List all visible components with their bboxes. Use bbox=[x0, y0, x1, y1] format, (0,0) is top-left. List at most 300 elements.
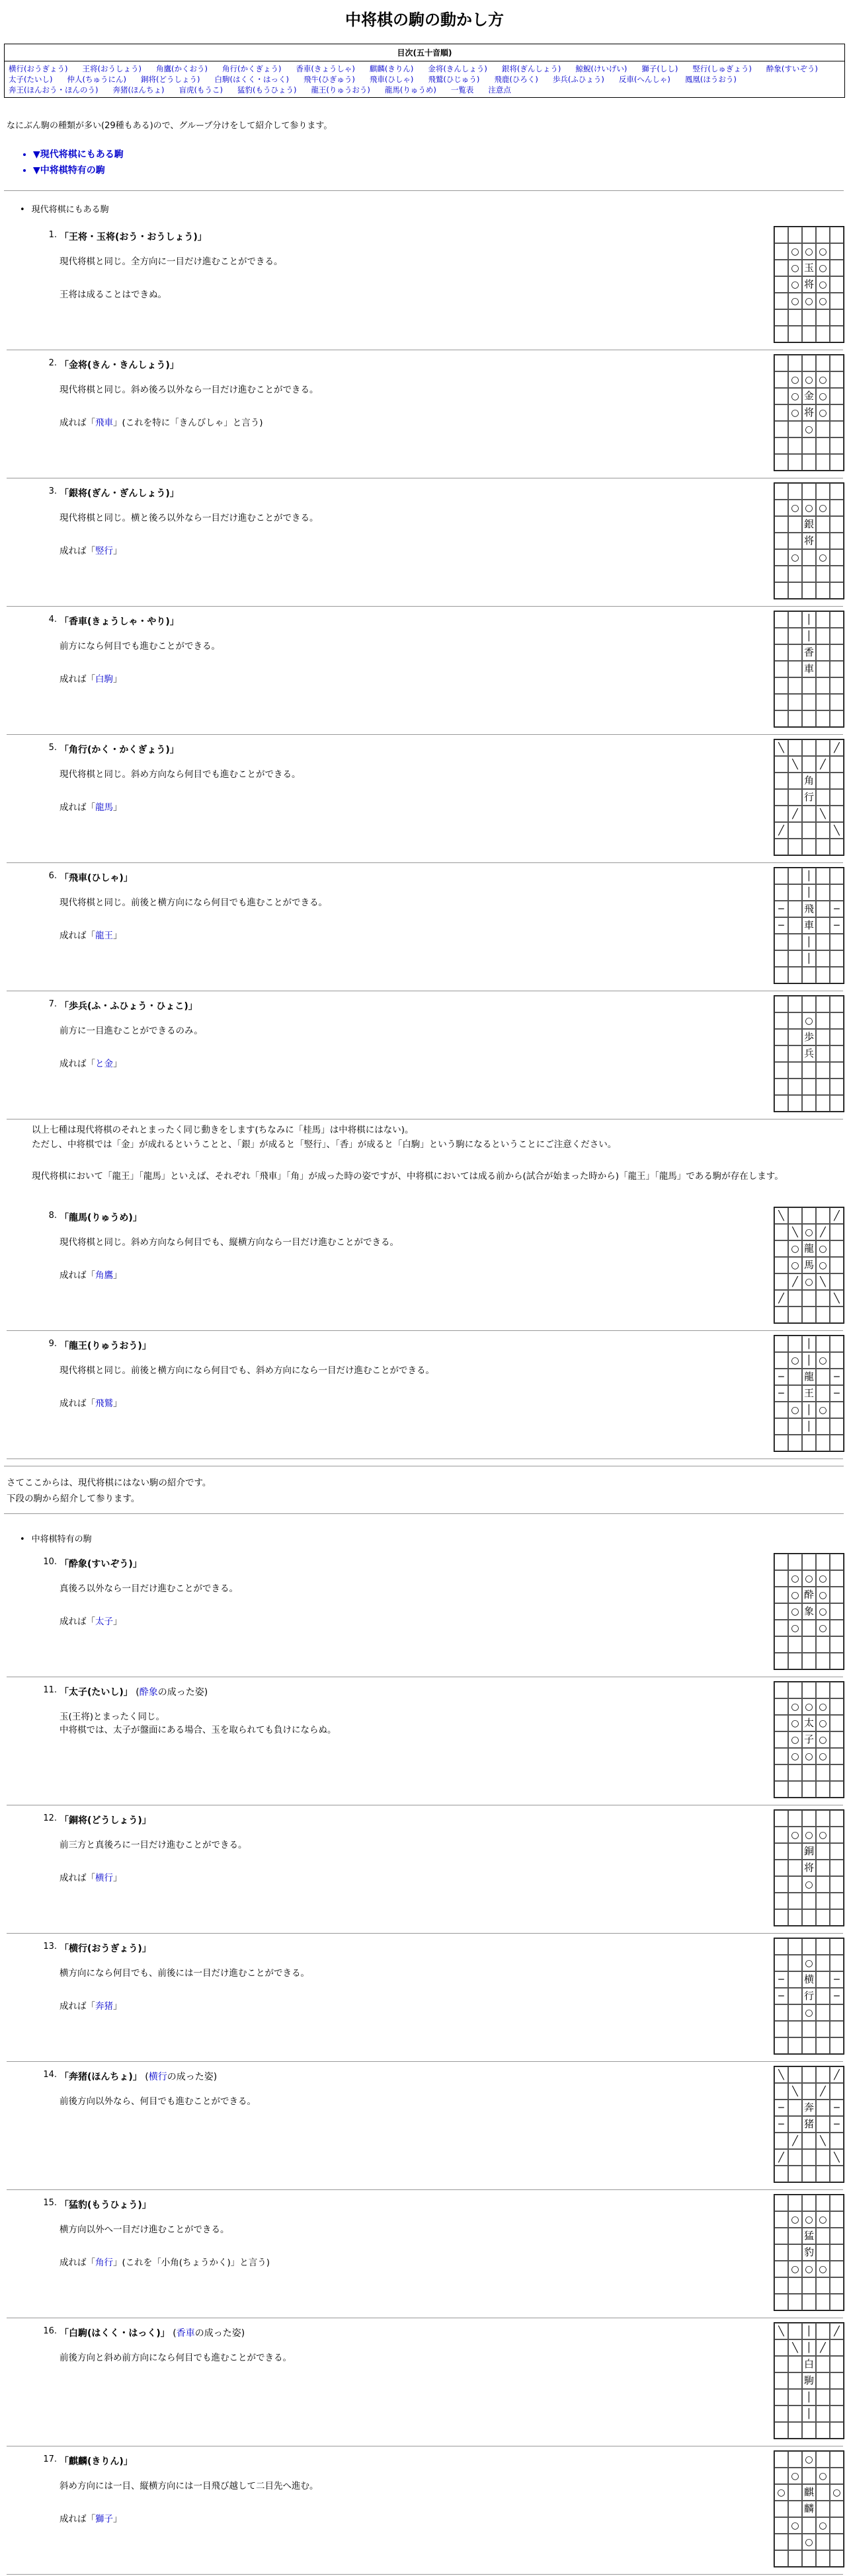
board-cell bbox=[816, 2422, 830, 2439]
board-cell bbox=[788, 309, 802, 326]
toc-link[interactable]: 奔猪(ほんちょ) bbox=[112, 85, 165, 95]
board-cell bbox=[816, 1909, 830, 1926]
board-cell bbox=[830, 388, 844, 404]
board-cell bbox=[788, 2021, 802, 2037]
board-cell bbox=[816, 1554, 830, 1570]
board-cell bbox=[774, 2406, 788, 2422]
board-cell: │ bbox=[802, 868, 816, 884]
board-cell bbox=[774, 371, 788, 388]
board-cell bbox=[830, 404, 844, 421]
board-cell bbox=[816, 2294, 830, 2310]
description-line: 前後方向と斜め前方向になら何目でも進むことができる。 bbox=[60, 2353, 292, 2363]
piece-name-text: 「龍王(りゅうおう)」 bbox=[60, 1341, 151, 1351]
board-cell bbox=[788, 967, 802, 983]
toc-link[interactable]: 鳳凰(ほうおう) bbox=[684, 75, 737, 84]
board-cell: │ bbox=[802, 950, 816, 967]
board-cell bbox=[830, 644, 844, 661]
board-cell bbox=[830, 1938, 844, 1955]
board-cell: 行 bbox=[802, 789, 816, 806]
origin-suffix: の成った姿 bbox=[167, 2072, 214, 2082]
board-cell bbox=[802, 806, 816, 822]
move-diagram bbox=[774, 1681, 844, 1798]
board-cell bbox=[830, 2468, 844, 2484]
promoted-piece-link[interactable]: 角行 bbox=[95, 2257, 113, 2268]
board-cell: ─ bbox=[774, 901, 788, 917]
board-cell bbox=[830, 2166, 844, 2182]
board-cell bbox=[816, 2372, 830, 2389]
toc-link[interactable]: 反車(へんしゃ) bbox=[618, 75, 670, 84]
move-diagram bbox=[774, 2194, 844, 2311]
piece-number: 12. bbox=[43, 1813, 57, 1823]
board-cell bbox=[774, 309, 788, 326]
board-cell bbox=[816, 1095, 830, 1112]
board-cell bbox=[802, 2037, 816, 2054]
board-cell bbox=[774, 967, 788, 983]
toc-link[interactable]: 角鷹(かくおう) bbox=[155, 64, 208, 73]
board-cell bbox=[774, 1955, 788, 1971]
board-cell bbox=[816, 1971, 830, 1988]
promoted-piece-link[interactable]: 飛鷲 bbox=[95, 1398, 113, 1409]
toc-link[interactable]: 酔象(すいぞう) bbox=[766, 64, 818, 73]
piece-name-text: 「銀将(ぎん・ぎんしょう)」 bbox=[60, 488, 179, 499]
piece-description bbox=[60, 1236, 787, 1249]
board-cell bbox=[830, 710, 844, 727]
promoted-piece-link[interactable]: 獅子 bbox=[95, 2514, 113, 2524]
board-cell bbox=[774, 2211, 788, 2228]
board-cell bbox=[788, 533, 802, 549]
board-cell: ○ bbox=[788, 388, 802, 404]
toc-link[interactable]: 仲人(ちゅうにん) bbox=[67, 75, 126, 84]
board-cell: ○ bbox=[788, 243, 802, 260]
board-cell: ○ bbox=[788, 500, 802, 516]
board-cell bbox=[774, 2277, 788, 2294]
board-cell: ○ bbox=[816, 1352, 830, 1369]
board-cell bbox=[774, 1240, 788, 1257]
piece-number: 17. bbox=[43, 2454, 57, 2464]
piece-entry bbox=[40, 739, 846, 864]
piece-entry bbox=[40, 1207, 846, 1332]
board-cell bbox=[802, 1307, 816, 1323]
promotion-text bbox=[60, 2511, 122, 2524]
piece-description bbox=[60, 2223, 787, 2236]
board-cell bbox=[816, 1988, 830, 2004]
divider bbox=[7, 606, 843, 607]
promotion-text bbox=[60, 1396, 122, 1409]
board-cell: ○ bbox=[788, 2211, 802, 2228]
board-cell bbox=[802, 2149, 816, 2166]
piece-entry bbox=[40, 1681, 846, 1807]
toc-link[interactable]: 飛牛(ひぎゅう) bbox=[303, 75, 355, 84]
board-cell bbox=[830, 355, 844, 371]
board-cell bbox=[788, 454, 802, 471]
description-line: 現代将棋と同じ。斜め後ろ以外なら一目だけ進むことができる。 bbox=[60, 385, 319, 395]
promotion-text bbox=[60, 1870, 122, 1883]
board-cell bbox=[774, 1435, 788, 1451]
board-cell: ○ bbox=[788, 1827, 802, 1843]
board-cell: ╱ bbox=[816, 1224, 830, 1240]
toc-link[interactable]: 金将(きんしょう) bbox=[428, 64, 487, 73]
board-cell bbox=[816, 1682, 830, 1698]
piece-description bbox=[60, 2351, 787, 2365]
piece-name-text: 「王将・玉将(おう・おうしょう)」 bbox=[60, 232, 207, 243]
board-cell: │ bbox=[802, 628, 816, 644]
board-cell: ○ bbox=[816, 388, 830, 404]
board-cell bbox=[774, 582, 788, 599]
piece-entry bbox=[40, 867, 846, 993]
board-cell bbox=[816, 1764, 830, 1781]
toc-link[interactable]: 鯨鯢(けいげい) bbox=[575, 64, 627, 73]
divider bbox=[7, 1933, 843, 1934]
board-cell: 馬 bbox=[802, 1257, 816, 1273]
board-cell bbox=[830, 1748, 844, 1764]
description-line: 現代将棋と同じ。全方向に一目だけ進むことができる。 bbox=[60, 256, 283, 267]
board-cell bbox=[788, 1207, 802, 1224]
board-cell: ○ bbox=[788, 1603, 802, 1620]
promotion-suffix: 」 bbox=[113, 930, 122, 941]
promotion-prefix: 成れば「 bbox=[60, 1616, 95, 1627]
board-cell: 猪 bbox=[802, 2116, 816, 2133]
board-cell bbox=[802, 1290, 816, 1307]
board-cell: ╱ bbox=[816, 2339, 830, 2356]
piece-name bbox=[60, 230, 207, 243]
board-cell bbox=[788, 483, 802, 500]
board-cell bbox=[802, 1554, 816, 1570]
promotion-text bbox=[60, 543, 122, 556]
toc-link[interactable]: 王将(おうしょう) bbox=[82, 64, 142, 73]
promoted-piece-link[interactable]: と金 bbox=[95, 1059, 113, 1069]
board-cell bbox=[816, 661, 830, 677]
board-cell bbox=[830, 454, 844, 471]
board-cell bbox=[774, 1876, 788, 1893]
promotion-text bbox=[60, 1056, 122, 1069]
board-cell: 将 bbox=[802, 404, 816, 421]
board-cell: ○ bbox=[816, 260, 830, 276]
toc-link[interactable]: 龍王(りゅうおう) bbox=[311, 85, 370, 95]
board-cell bbox=[774, 549, 788, 566]
move-diagram bbox=[774, 2066, 844, 2183]
toc-link[interactable]: 銀将(ぎんしょう) bbox=[501, 64, 561, 73]
piece-description bbox=[60, 1838, 787, 1852]
board-cell bbox=[774, 1418, 788, 1435]
board-cell bbox=[816, 1062, 830, 1079]
promoted-piece-link[interactable]: 飛車 bbox=[95, 418, 113, 428]
board-cell bbox=[802, 483, 816, 500]
board-cell bbox=[830, 1603, 844, 1620]
board-cell: ○ bbox=[816, 404, 830, 421]
divider bbox=[7, 1330, 843, 1331]
board-cell bbox=[788, 839, 802, 855]
board-cell: ─ bbox=[830, 1971, 844, 1988]
board-cell bbox=[830, 1764, 844, 1781]
board-cell bbox=[816, 611, 830, 628]
piece-number: 2. bbox=[48, 358, 57, 368]
board-cell bbox=[830, 2406, 844, 2422]
board-cell bbox=[788, 1079, 802, 1095]
board-cell bbox=[788, 1764, 802, 1781]
toc-link[interactable]: 飛車(ひしゃ) bbox=[369, 75, 414, 84]
description-line: 横方向以外へ一目だけ進むことができる。 bbox=[60, 2224, 229, 2235]
board-cell bbox=[802, 1682, 816, 1698]
board-cell bbox=[774, 1938, 788, 1955]
board-cell bbox=[830, 950, 844, 967]
promotion-prefix: 成れば「 bbox=[60, 674, 95, 685]
board-cell: ○ bbox=[816, 1827, 830, 1843]
board-cell: 麒 bbox=[802, 2484, 816, 2501]
board-cell bbox=[802, 677, 816, 694]
toc-link[interactable]: 飛鷲(ひじゅう) bbox=[428, 75, 480, 84]
piece-description bbox=[60, 768, 787, 781]
piece-entry bbox=[40, 611, 846, 736]
board-cell: ╲ bbox=[816, 1273, 830, 1290]
board-cell bbox=[816, 1781, 830, 1798]
move-diagram bbox=[774, 611, 844, 728]
board-cell bbox=[774, 1257, 788, 1273]
board-cell bbox=[774, 1843, 788, 1860]
board-cell bbox=[788, 1893, 802, 1909]
board-cell bbox=[816, 1369, 830, 1385]
board-cell: ╱ bbox=[830, 2066, 844, 2083]
board-cell: ○ bbox=[802, 421, 816, 437]
board-cell bbox=[830, 628, 844, 644]
board-cell bbox=[802, 549, 816, 566]
piece-number: 6. bbox=[48, 871, 57, 881]
piece-name bbox=[60, 2454, 133, 2468]
board-cell bbox=[788, 1062, 802, 1079]
board-cell: │ bbox=[802, 2323, 816, 2339]
board-cell bbox=[774, 677, 788, 694]
board-cell bbox=[830, 1715, 844, 1731]
board-cell: ○ bbox=[816, 1748, 830, 1764]
board-cell bbox=[830, 2195, 844, 2211]
board-cell: 銅 bbox=[802, 1843, 816, 1860]
promoted-piece-link[interactable]: 奔猪 bbox=[95, 2001, 113, 2012]
board-cell: ○ bbox=[802, 1748, 816, 1764]
origin-piece-link[interactable]: 香車 bbox=[176, 2328, 195, 2339]
move-diagram bbox=[774, 226, 844, 343]
board-cell bbox=[774, 2244, 788, 2261]
board-cell bbox=[774, 293, 788, 309]
toc-link[interactable]: 一覧表 bbox=[450, 85, 474, 95]
board-cell bbox=[788, 1307, 802, 1323]
board-cell bbox=[830, 1045, 844, 1062]
board-cell bbox=[774, 2083, 788, 2100]
board-cell: 豹 bbox=[802, 2244, 816, 2261]
piece-name-text: 「飛車(ひしゃ)」 bbox=[60, 873, 133, 884]
board-cell bbox=[816, 2149, 830, 2166]
promotion-prefix: 成れば「 bbox=[60, 1270, 95, 1281]
board-cell bbox=[802, 1653, 816, 1669]
board-cell: ○ bbox=[802, 293, 816, 309]
board-cell bbox=[830, 1418, 844, 1435]
board-cell bbox=[802, 1435, 816, 1451]
board-cell bbox=[830, 2004, 844, 2021]
toc-link[interactable]: 香車(きょうしゃ) bbox=[296, 64, 355, 73]
piece-name bbox=[60, 486, 179, 500]
toc-link[interactable]: 横行(おうぎょう) bbox=[9, 64, 68, 73]
section-heading-chushogi: • 中将棋特有の駒 bbox=[20, 1532, 92, 1544]
quick-link-chushogi[interactable]: ▼中将棋特有の駒 bbox=[33, 165, 105, 176]
piece-name-text: 「太子(たいし)」 bbox=[60, 1687, 133, 1698]
board-cell bbox=[788, 2100, 802, 2116]
board-cell bbox=[816, 901, 830, 917]
board-cell bbox=[830, 2422, 844, 2439]
board-cell bbox=[774, 884, 788, 901]
piece-name-text: 「横行(おうぎょう)」 bbox=[60, 1944, 151, 1954]
piece-entry bbox=[40, 2194, 846, 2320]
board-cell bbox=[788, 868, 802, 884]
origin-suffix: の成った姿 bbox=[194, 2328, 241, 2339]
board-cell bbox=[830, 1307, 844, 1323]
toc-link[interactable]: 龍馬(りゅうめ) bbox=[384, 85, 436, 95]
board-cell: 白 bbox=[802, 2356, 816, 2372]
board-cell bbox=[788, 2066, 802, 2083]
board-cell bbox=[802, 2294, 816, 2310]
board-cell bbox=[802, 309, 816, 326]
board-cell bbox=[774, 1029, 788, 1045]
board-cell: 角 bbox=[802, 773, 816, 789]
piece-number: 3. bbox=[48, 486, 57, 496]
board-cell bbox=[788, 1435, 802, 1451]
board-cell bbox=[830, 293, 844, 309]
board-cell bbox=[788, 2166, 802, 2182]
board-cell bbox=[830, 1909, 844, 1926]
board-cell bbox=[816, 421, 830, 437]
board-cell bbox=[788, 2294, 802, 2310]
board-cell bbox=[830, 2550, 844, 2567]
board-cell bbox=[788, 1653, 802, 1669]
board-cell: ╱ bbox=[774, 822, 788, 839]
move-diagram bbox=[774, 2322, 844, 2439]
promotion-prefix: 成れば「 bbox=[60, 1059, 95, 1069]
board-cell bbox=[774, 950, 788, 967]
toc-link[interactable]: 角行(かくぎょう) bbox=[222, 64, 282, 73]
promoted-piece-link[interactable]: 横行 bbox=[95, 1873, 113, 1883]
board-cell: ○ bbox=[788, 1620, 802, 1636]
board-cell bbox=[816, 1045, 830, 1062]
promoted-piece-link[interactable]: 白駒 bbox=[95, 674, 113, 685]
board-cell bbox=[830, 500, 844, 516]
board-cell: │ bbox=[802, 884, 816, 901]
board-cell: ╱ bbox=[830, 739, 844, 756]
intro-text: なにぶん駒の種類が多い(29種もある)ので、グループ分けをして紹介して参ります。 bbox=[7, 121, 333, 131]
toc-link[interactable]: 麒麟(きりん) bbox=[369, 64, 414, 73]
toc-link[interactable]: 注意点 bbox=[488, 85, 511, 95]
board-cell bbox=[788, 2037, 802, 2054]
toc-link[interactable]: 獅子(しし) bbox=[641, 64, 678, 73]
board-cell bbox=[788, 2451, 802, 2468]
move-diagram bbox=[774, 1809, 844, 1926]
toc-link[interactable]: 歩兵(ふひょう) bbox=[552, 75, 604, 84]
board-cell: ○ bbox=[816, 276, 830, 293]
toc-link[interactable]: 飛鹿(ひろく) bbox=[494, 75, 538, 84]
board-cell bbox=[774, 500, 788, 516]
description-line: 現代将棋と同じ。斜め方向なら何目でも進むことができる。 bbox=[60, 769, 301, 780]
section-heading-modern: • 現代将棋にもある駒 bbox=[20, 202, 109, 215]
board-cell: ○ bbox=[816, 1240, 830, 1257]
board-cell: ╲ bbox=[816, 2133, 830, 2149]
description-line: 現代将棋と同じ。斜め方向なら何目でも、縦横方向なら一目だけ進むことができる。 bbox=[60, 1237, 399, 1248]
board-cell bbox=[816, 2550, 830, 2567]
move-diagram bbox=[774, 1553, 844, 1670]
board-cell bbox=[774, 694, 788, 710]
board-cell bbox=[774, 868, 788, 884]
promoted-piece-link[interactable]: 竪行 bbox=[95, 546, 113, 556]
piece-entry bbox=[40, 1938, 846, 2063]
board-cell bbox=[774, 2389, 788, 2406]
board-cell bbox=[816, 533, 830, 549]
origin-piece-link[interactable]: 酔象 bbox=[139, 1687, 158, 1698]
toc-link[interactable]: 白駒(はくく・はっく) bbox=[214, 75, 289, 84]
board-cell: ○ bbox=[788, 260, 802, 276]
board-cell bbox=[788, 2004, 802, 2021]
piece-description bbox=[60, 1710, 787, 1737]
board-cell bbox=[774, 1554, 788, 1570]
board-cell: ○ bbox=[788, 1570, 802, 1587]
board-cell bbox=[774, 454, 788, 471]
piece-description bbox=[60, 1967, 787, 1980]
promotion-suffix: 」 bbox=[113, 802, 122, 813]
origin-piece-link[interactable]: 横行 bbox=[148, 2072, 167, 2082]
promoted-piece-link[interactable]: 龍馬 bbox=[95, 802, 113, 813]
board-cell: ─ bbox=[830, 2116, 844, 2133]
promoted-piece-link[interactable]: 龍王 bbox=[95, 930, 113, 941]
quick-link-modern[interactable]: ▼現代将棋にもある駒 bbox=[33, 149, 124, 160]
toc-link[interactable]: 太子(たいし) bbox=[9, 75, 53, 84]
toc-link[interactable]: 盲虎(もうこ) bbox=[179, 85, 223, 95]
board-cell bbox=[774, 789, 788, 806]
board-cell bbox=[816, 1876, 830, 1893]
move-diagram bbox=[774, 2450, 844, 2567]
board-cell bbox=[788, 661, 802, 677]
piece-name bbox=[60, 358, 179, 371]
move-diagram bbox=[774, 482, 844, 599]
board-cell bbox=[816, 950, 830, 967]
board-cell bbox=[788, 1938, 802, 1955]
board-cell bbox=[788, 516, 802, 533]
toc-link[interactable]: 銅将(どうしょう) bbox=[140, 75, 200, 84]
board-cell: ○ bbox=[816, 2468, 830, 2484]
description-line: 前三方と真後ろに一目だけ進むことができる。 bbox=[60, 1840, 247, 1850]
toc-link[interactable]: 猛豹(もうひょう) bbox=[237, 85, 297, 95]
board-cell bbox=[830, 756, 844, 773]
piece-name: 「白駒(はくく・はっく)」 (香車の成った姿) bbox=[60, 2328, 245, 2339]
board-cell bbox=[816, 2244, 830, 2261]
toc-link[interactable]: 竪行(しゅぎょう) bbox=[692, 64, 752, 73]
board-cell: 車 bbox=[802, 917, 816, 934]
board-cell bbox=[802, 2195, 816, 2211]
board-cell bbox=[774, 326, 788, 342]
board-cell bbox=[774, 1587, 788, 1603]
board-cell bbox=[788, 739, 802, 756]
board-cell bbox=[830, 2021, 844, 2037]
toc-link[interactable]: 奔王(ほんおう・ほんのう) bbox=[9, 85, 99, 95]
middle-text-1: 以上七種は現代将棋のそれとまったく同じ動きをします(ちなみに「桂馬」は中将棋にはない)。 bbox=[32, 1125, 414, 1135]
promoted-piece-link[interactable]: 角鷹 bbox=[95, 1270, 113, 1281]
board-cell bbox=[830, 1570, 844, 1587]
board-cell bbox=[830, 549, 844, 566]
board-cell bbox=[802, 822, 816, 839]
board-cell bbox=[830, 1860, 844, 1876]
board-cell bbox=[802, 227, 816, 243]
promoted-piece-link[interactable]: 太子 bbox=[95, 1616, 113, 1627]
board-cell bbox=[830, 1435, 844, 1451]
board-cell bbox=[816, 868, 830, 884]
board-cell bbox=[788, 2228, 802, 2244]
description-line: 前方になら何目でも進むことができる。 bbox=[60, 641, 220, 652]
board-cell bbox=[816, 1290, 830, 1307]
board-cell bbox=[802, 2277, 816, 2294]
board-cell bbox=[802, 710, 816, 727]
